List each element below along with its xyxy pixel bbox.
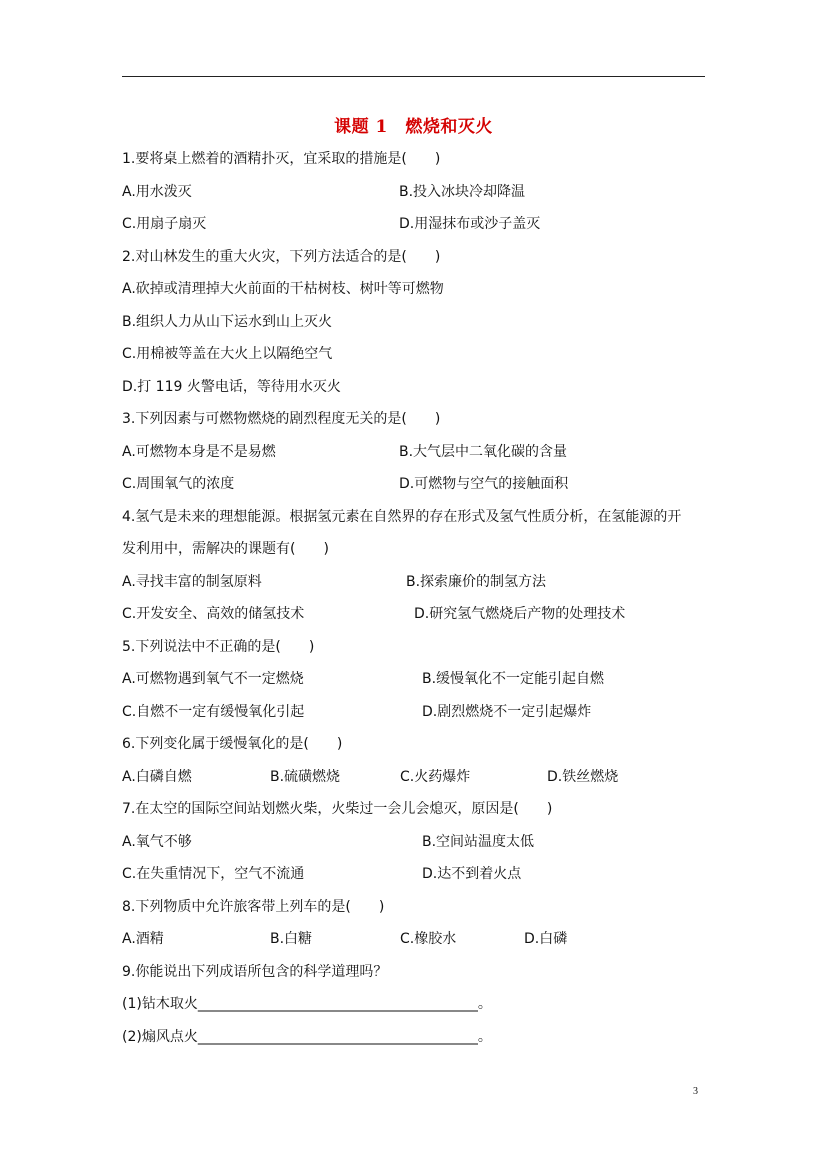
question-stem: 9.你能说出下列成语所包含的科学道理吗？ (122, 964, 388, 980)
option-a: A.寻找丰富的制氢原料 (122, 574, 262, 590)
fill-in-blank: (1)钻木取火________________________________________。 (122, 996, 492, 1012)
option-b: B.投入冰块冷却降温 (399, 184, 526, 200)
option-d: D.铁丝燃烧 (547, 769, 619, 785)
option-b: B.缓慢氧化不一定能引起自燃 (422, 671, 605, 687)
option-d: D.剧烈燃烧不一定引起爆炸 (422, 704, 592, 720)
option-d: D.白磷 (524, 931, 568, 947)
option-c: C.橡胶水 (400, 931, 457, 947)
option-c: C.周围氧气的浓度 (122, 476, 235, 492)
option-c: C.火药爆炸 (400, 769, 471, 785)
option-d: D.研究氢气燃烧后产物的处理技术 (414, 606, 626, 622)
question-stem: 8.下列物质中允许旅客带上列车的是( ) (122, 899, 385, 915)
question-stem: 3.下列因素与可燃物燃烧的剧烈程度无关的是( ) (122, 411, 441, 427)
option-a: A.用水泼灭 (122, 184, 192, 200)
page-title: 课题 1 燃烧和灭火 (334, 117, 493, 137)
option-c: C.在失重情况下，空气不流通 (122, 866, 305, 882)
question-stem: 2.对山林发生的重大火灾，下列方法适合的是( ) (122, 249, 441, 265)
question-stem: 6.下列变化属于缓慢氧化的是( ) (122, 736, 343, 752)
question-stem: 5.下列说法中不正确的是( ) (122, 639, 315, 655)
option-c: C.开发安全、高效的储氢技术 (122, 606, 305, 622)
header-rule (122, 76, 705, 77)
option-c: C.用棉被等盖在大火上以隔绝空气 (122, 346, 333, 362)
question-stem-line-2: 发利用中，需解决的课题有( ) (122, 541, 329, 557)
option-b: B.硫磺燃烧 (270, 769, 341, 785)
question-stem: 7.在太空的国际空间站划燃火柴，火柴过一会儿会熄灭，原因是( ) (122, 801, 553, 817)
option-b: B.探索廉价的制氢方法 (406, 574, 547, 590)
option-b: B.大气层中二氧化碳的含量 (399, 444, 568, 460)
option-d: D.可燃物与空气的接触面积 (399, 476, 569, 492)
option-d: D.打 119 火警电话，等待用水灭火 (122, 379, 341, 395)
option-c: C.用扇子扇灭 (122, 216, 207, 232)
option-c: C.自燃不一定有缓慢氧化引起 (122, 704, 305, 720)
page-number: 3 (693, 1086, 698, 1097)
option-a: A.可燃物本身是不是易燃 (122, 444, 276, 460)
option-a: A.砍掉或清理掉大火前面的干枯树枝、树叶等可燃物 (122, 281, 444, 297)
option-a: A.白磷自燃 (122, 769, 192, 785)
fill-in-blank: (2)煽风点火________________________________________。 (122, 1029, 492, 1045)
option-b: B.组织人力从山下运水到山上灭火 (122, 314, 333, 330)
option-b: B.空间站温度太低 (422, 834, 535, 850)
option-d: D.用湿抹布或沙子盖灭 (399, 216, 541, 232)
option-b: B.白糖 (270, 931, 313, 947)
option-a: A.可燃物遇到氧气不一定燃烧 (122, 671, 304, 687)
option-a: A.酒精 (122, 931, 164, 947)
question-stem-line-1: 4.氢气是未来的理想能源。根据氢元素在自然界的存在形式及氢气性质分析，在氢能源的开 (122, 509, 682, 525)
question-stem: 1.要将桌上燃着的酒精扑灭，宜采取的措施是( ) (122, 151, 441, 167)
option-d: D.达不到着火点 (422, 866, 522, 882)
option-a: A.氧气不够 (122, 834, 192, 850)
